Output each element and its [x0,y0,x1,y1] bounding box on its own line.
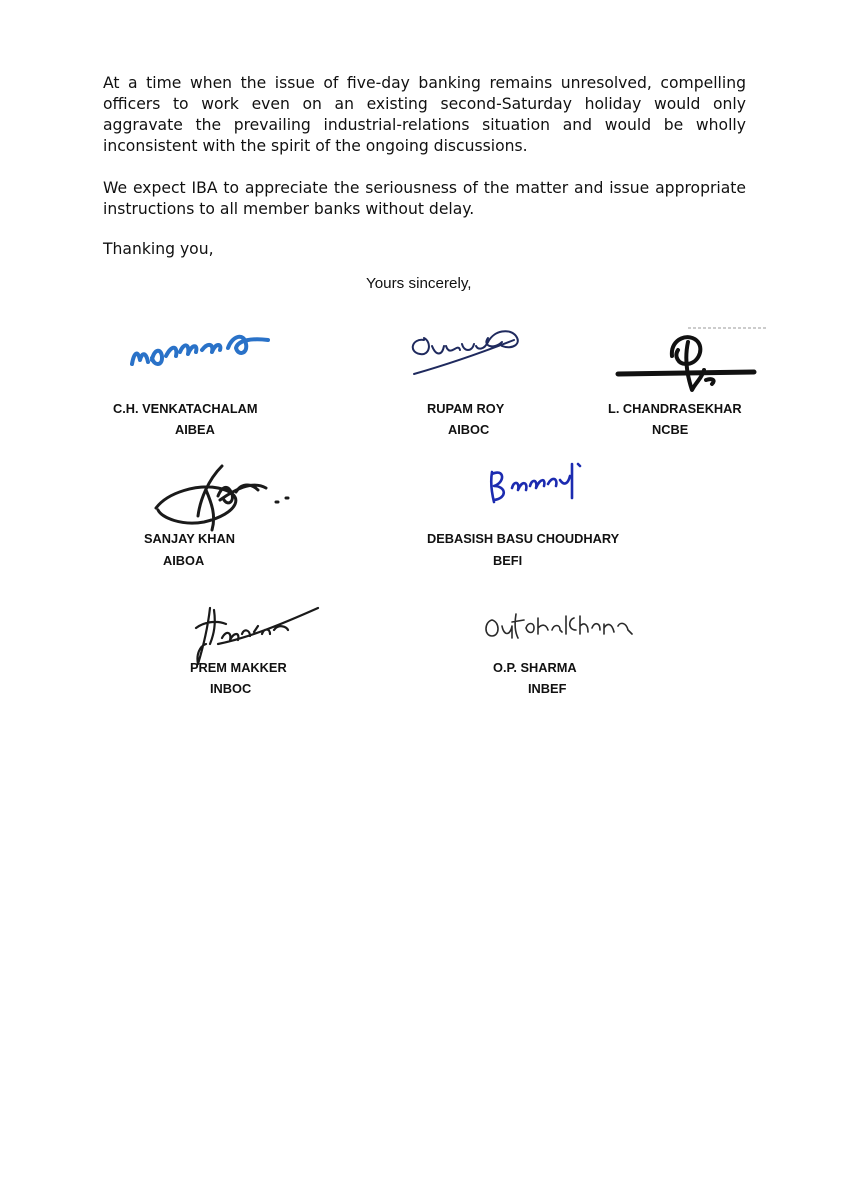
signatory-name: C.H. VENKATACHALAM [113,401,258,416]
signatory-name: RUPAM ROY [427,401,505,416]
signatory-org: NCBE [652,422,689,437]
signatory-org: INBOC [210,681,252,696]
thanks-line: Thanking you, [103,240,214,258]
signatory-name: L. CHANDRASEKHAR [608,401,742,416]
signature-sanjay-khan [148,460,308,538]
signature-chandrasekhar [612,326,762,398]
signature-op-sharma [482,608,642,644]
signatory-name: DEBASISH BASU CHOUDHARY [427,531,620,546]
signature-venkatachalam [128,322,283,372]
signature-rupam-roy [402,316,527,386]
closing-line: Yours sincerely, [366,275,472,292]
signatory-org: AIBEA [175,422,215,437]
letter-paragraph: At a time when the issue of five-day banking remains unresolved, compelling officers to work even on an existing second-Saturday holiday would only aggravate the prevailing industrial-relations situation and would be wholly inconsistent with the spirit of the ongoing discussions. [103,74,746,155]
signatory-org: AIBOC [448,422,490,437]
signatory-name: PREM MAKKER [190,660,287,675]
signatory-name: SANJAY KHAN [144,531,236,546]
signatory-org: AIBOA [163,553,205,568]
signatory-org: INBEF [528,681,567,696]
signatory-name: O.P. SHARMA [493,660,577,675]
signatory-org: BEFI [493,553,523,568]
letter-paragraph: We expect IBA to appreciate the seriousness of the matter and issue appropriate instructions to all member banks without delay. [103,179,746,218]
signature-debasish-basu-choudhary [486,458,586,510]
